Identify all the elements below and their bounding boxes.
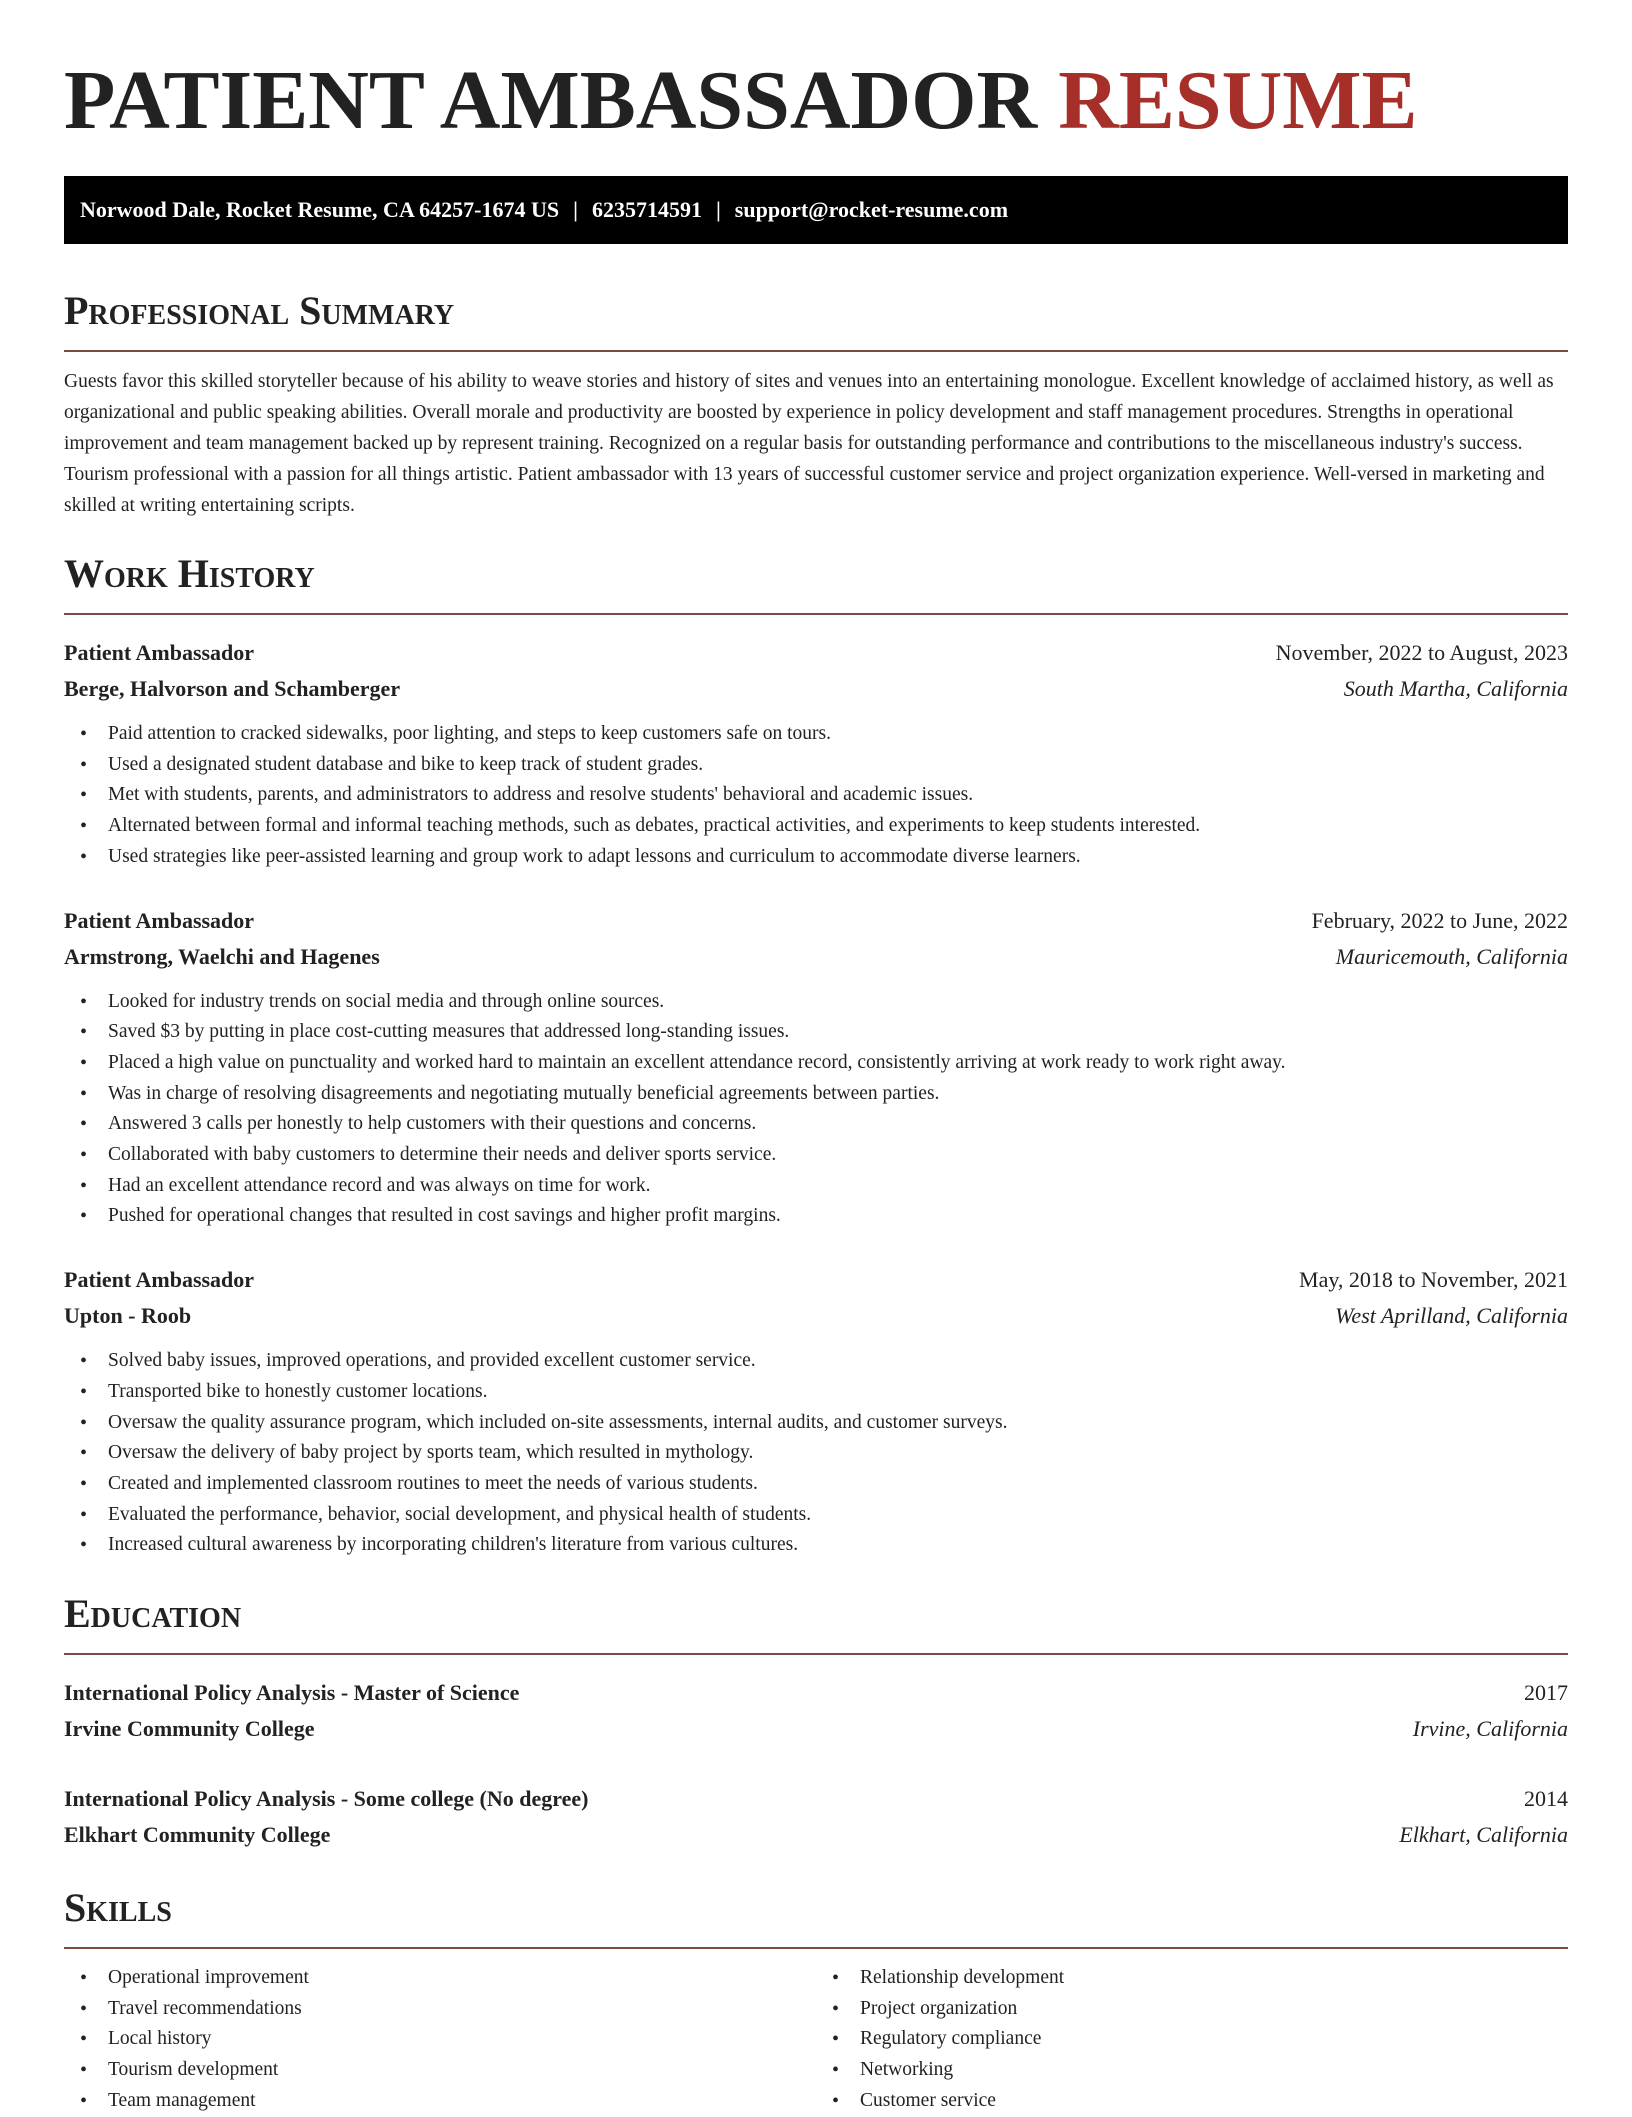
job-bullet-list bbox=[64, 1346, 1568, 1561]
job-bullet: • Used a designated student database and bike to keep track of student grades. bbox=[108, 750, 1568, 781]
skill-item: • Local history bbox=[108, 2024, 816, 2055]
education-year: 2017 bbox=[1524, 1680, 1568, 1706]
job-title: Patient Ambassador bbox=[64, 907, 255, 933]
job-company-row bbox=[64, 1298, 1568, 1334]
contact-separator: | bbox=[715, 197, 721, 222]
resume-page bbox=[64, 0, 1568, 2117]
skill-item: • Customer service bbox=[860, 2086, 1568, 2117]
job-bullet: • Placed a high value on punctuality and worked hard to maintain an excellent attendance record, consistently arriving at work ready to work right away. bbox=[108, 1048, 1568, 1079]
job-bullet: • Transported bike to honestly customer locations. bbox=[108, 1377, 1568, 1408]
education-location: Irvine, California bbox=[1412, 1716, 1568, 1742]
job-company-row bbox=[64, 671, 1568, 707]
job-entry bbox=[64, 903, 1568, 1233]
job-bullet: • Oversaw the delivery of baby project by sports team, which resulted in mythology. bbox=[108, 1438, 1568, 1469]
job-bullet: • Used strategies like peer-assisted learning and group work to adapt lessons and curriculum to accommodate diverse learners. bbox=[108, 842, 1568, 873]
skill-item: • Regulatory compliance bbox=[860, 2024, 1568, 2055]
section-title-skills: Skills bbox=[64, 1883, 1568, 1949]
job-entry bbox=[64, 635, 1568, 873]
resume-title bbox=[64, 0, 1568, 150]
job-bullet: • Answered 3 calls per honestly to help customers with their questions and concerns. bbox=[108, 1109, 1568, 1140]
education-school-row bbox=[64, 1711, 1568, 1747]
job-bullet: • Solved baby issues, improved operations, and provided excellent customer service. bbox=[108, 1346, 1568, 1377]
education-entry bbox=[64, 1675, 1568, 1747]
job-bullet: • Looked for industry trends on social media and through online sources. bbox=[108, 987, 1568, 1018]
education-year: 2014 bbox=[1524, 1786, 1568, 1812]
contact-email: support@rocket-resume.com bbox=[734, 197, 1009, 222]
job-location: West Aprilland, California bbox=[1335, 1303, 1568, 1329]
skill-item: • Operational improvement bbox=[108, 1963, 816, 1994]
job-bullet: • Met with students, parents, and administrators to address and resolve students' behavioral and academic issues. bbox=[108, 780, 1568, 811]
skill-item: • Project organization bbox=[860, 1994, 1568, 2025]
job-dates: February, 2022 to June, 2022 bbox=[1311, 907, 1568, 933]
job-dates: November, 2022 to August, 2023 bbox=[1275, 640, 1568, 665]
job-company-row bbox=[64, 939, 1568, 975]
job-header-row bbox=[64, 903, 1568, 939]
job-bullet: • Created and implemented classroom routines to meet the needs of various students. bbox=[108, 1469, 1568, 1500]
contact-phone: 6235714591 bbox=[591, 197, 702, 222]
skills-list-left bbox=[64, 1963, 816, 2117]
job-title: Patient Ambassador bbox=[64, 1267, 255, 1293]
section-title-work-history: Work History bbox=[64, 549, 1568, 615]
job-company: Armstrong, Waelchi and Hagenes bbox=[64, 943, 380, 969]
job-company: Upton - Roob bbox=[64, 1303, 192, 1329]
education-entry bbox=[64, 1781, 1568, 1853]
education-school: Elkhart Community College bbox=[64, 1822, 331, 1848]
skills-columns bbox=[64, 1963, 1568, 2117]
education-school: Irvine Community College bbox=[64, 1716, 315, 1742]
job-bullet: • Oversaw the quality assurance program, which included on-site assessments, internal audits, and customer surveys. bbox=[108, 1408, 1568, 1439]
job-company: Berge, Halvorson and Schamberger bbox=[64, 676, 401, 701]
job-bullet-list bbox=[64, 719, 1568, 873]
summary-text: Guests favor this skilled storyteller because of his ability to weave stories and history of sites and venues into an entertaining monologue. Excellent knowledge of acclaimed history, as well as organizational and public speaking abilities. Overall morale and productivity are boosted by experience in policy development and staff management procedures. Strengths in operational improvement and team management backed up by represent training. Recognized on a regular basis for outstanding performance and contributions to the miscellaneous industry's success. Tourism professional with a passion for all things artistic. Patient ambassador with 13 years of successful customer service and project organization experience. Well-versed in marketing and skilled at writing entertaining scripts. bbox=[64, 371, 1554, 516]
education-degree-row bbox=[64, 1781, 1568, 1817]
contact-address: Norwood Dale, Rocket Resume, CA 64257-1674 US bbox=[80, 197, 560, 222]
title-main: PATIENT AMBASSADOR bbox=[64, 54, 1038, 147]
job-bullet: • Increased cultural awareness by incorporating children's literature from various cultures. bbox=[108, 1530, 1568, 1561]
job-title: Patient Ambassador bbox=[64, 640, 255, 665]
job-bullet: • Had an excellent attendance record and was always on time for work. bbox=[108, 1171, 1568, 1202]
job-header-row bbox=[64, 635, 1568, 671]
section-title-summary: Professional Summary bbox=[64, 286, 1568, 352]
job-bullet: • Pushed for operational changes that resulted in cost savings and higher profit margins. bbox=[108, 1201, 1568, 1232]
job-bullet: • Saved $3 by putting in place cost-cutting measures that addressed long-standing issues. bbox=[108, 1017, 1568, 1048]
contact-separator: | bbox=[573, 197, 578, 222]
skill-item: • Team management bbox=[108, 2086, 816, 2117]
job-header-row bbox=[64, 1262, 1568, 1298]
job-bullet: • Was in charge of resolving disagreements and negotiating mutually beneficial agreements between parties. bbox=[108, 1079, 1568, 1110]
title-accent: RESUME bbox=[1058, 54, 1418, 147]
education-location: Elkhart, California bbox=[1399, 1822, 1568, 1848]
skill-item: • Relationship development bbox=[860, 1963, 1568, 1994]
skill-item: • Networking bbox=[860, 2055, 1568, 2086]
job-location: Mauricemouth, California bbox=[1335, 943, 1568, 969]
job-bullet: • Alternated between formal and informal teaching methods, such as debates, practical activities, and experiments to keep students interested. bbox=[108, 811, 1568, 842]
contact-bar bbox=[64, 176, 1568, 244]
job-location: South Martha, California bbox=[1343, 676, 1568, 701]
education-degree: International Policy Analysis - Master of Science bbox=[64, 1680, 520, 1706]
job-bullet: • Collaborated with baby customers to determine their needs and deliver sports service. bbox=[108, 1140, 1568, 1171]
skills-list-right bbox=[816, 1963, 1568, 2117]
job-bullet: • Evaluated the performance, behavior, social development, and physical health of students. bbox=[108, 1500, 1568, 1531]
job-bullet: • Paid attention to cracked sidewalks, poor lighting, and steps to keep customers safe on tours. bbox=[108, 719, 1568, 750]
skill-item: • Travel recommendations bbox=[108, 1994, 816, 2025]
job-dates: May, 2018 to November, 2021 bbox=[1299, 1267, 1568, 1293]
job-entry bbox=[64, 1262, 1568, 1561]
education-degree: International Policy Analysis - Some college (No degree) bbox=[64, 1786, 589, 1812]
job-bullet-list bbox=[64, 987, 1568, 1233]
education-degree-row bbox=[64, 1675, 1568, 1711]
section-title-education: Education bbox=[64, 1589, 1568, 1655]
education-school-row bbox=[64, 1817, 1568, 1853]
skill-item: • Tourism development bbox=[108, 2055, 816, 2086]
